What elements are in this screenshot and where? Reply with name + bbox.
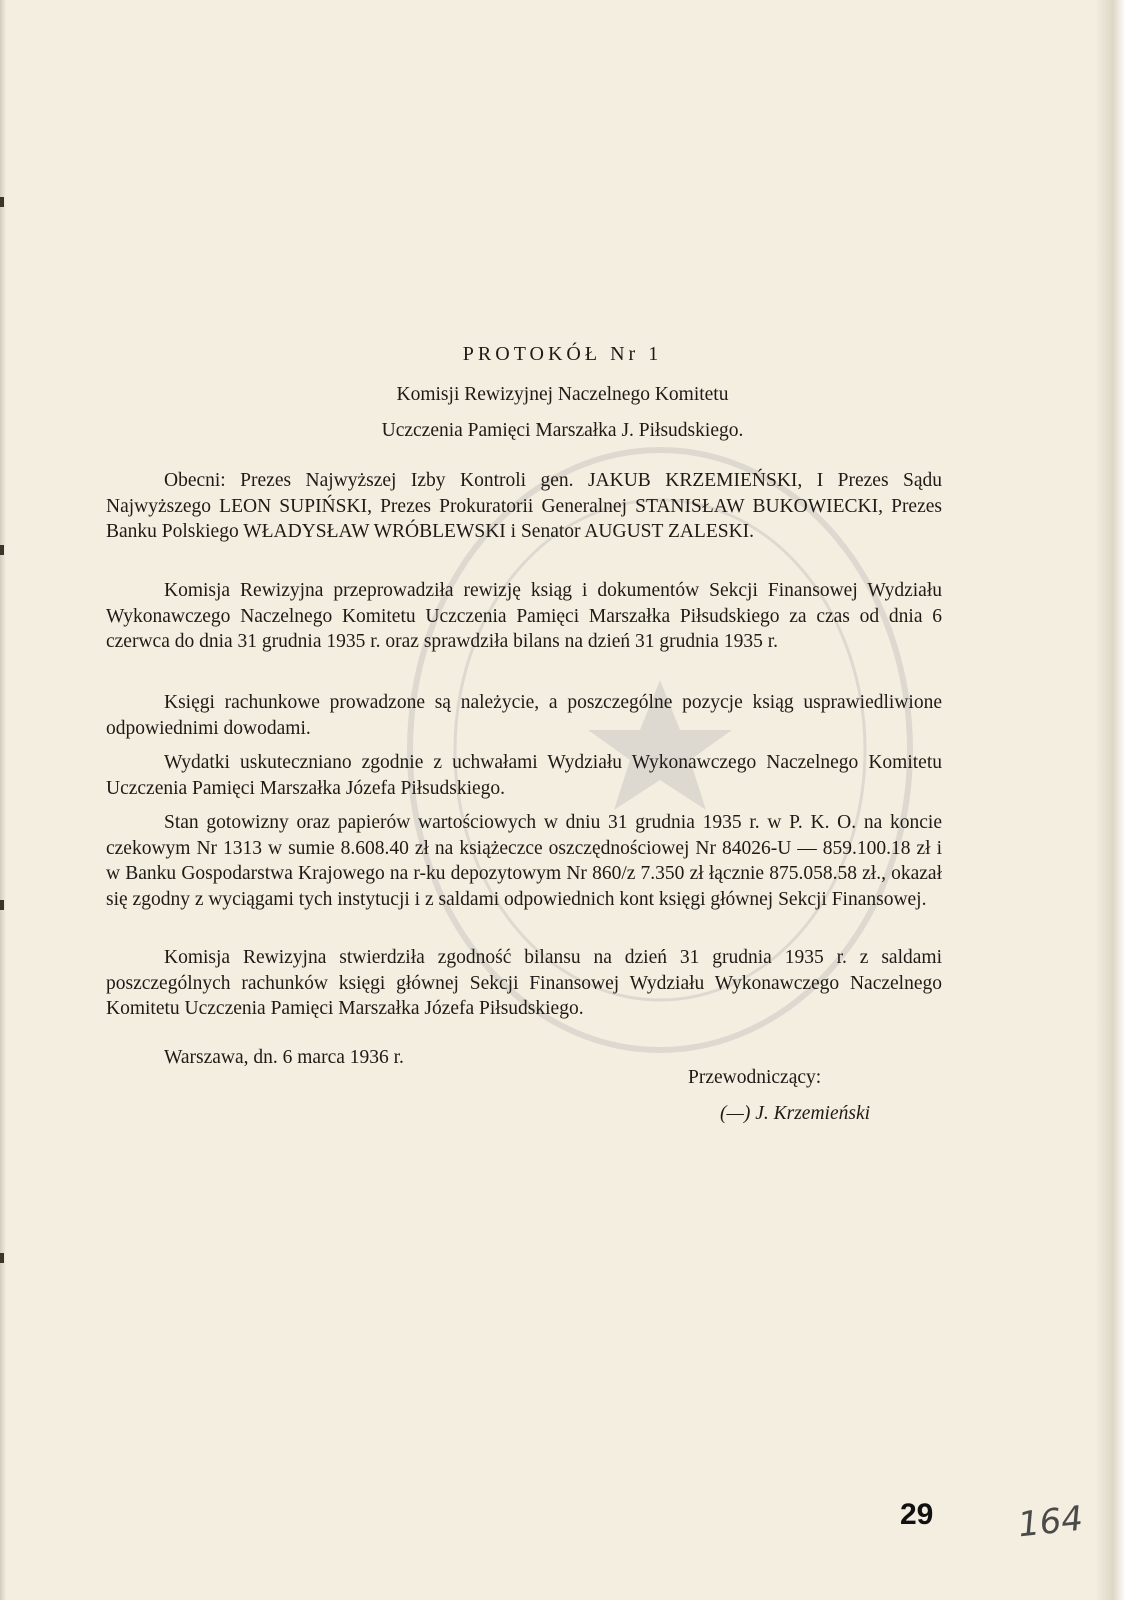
paragraph-balance-conformity: Komisja Rewizyjna stwierdziła zgodność bilansu na dzień 31 grudnia 1935 r. z saldami poszczególnych rachunków księgi głównej Sekcji Finansowej Wydziału Wykonawczego Naczelnego Komitetu Uczczenia Pamięci Marszałka Józefa Piłsudskiego. <box>106 947 942 1019</box>
page-edge-shadow-left <box>0 0 6 1600</box>
paragraph-books: Księgi rachunkowe prowadzone są należycie, a poszczególne pozycje ksiąg usprawiedliwione odpowiednimi dowodami. <box>106 692 942 739</box>
place-and-date: Warszawa, dn. 6 marca 1936 r. <box>164 1047 404 1068</box>
page-number: 29 <box>900 1498 934 1531</box>
edge-mark <box>0 900 4 910</box>
chairman-label: Przewodniczący: <box>688 1067 822 1088</box>
edge-mark <box>0 1253 4 1263</box>
page-edge-shadow-right <box>1095 0 1125 1600</box>
paragraph-cash-state: Stan gotowizny oraz papierów wartościowych w dniu 31 grudnia 1935 r. w P. K. O. na koncie czekowym Nr 1313 w sumie 8.608.40 zł na książeczce oszczędnościowej Nr 84026-U — 859.100.18 zł i w Banku Gospodarstwa Krajowego na r-ku depozytowym Nr 860/z 7.350 zł łącznie 875.058.58 zł., okazał się zgodny z wyciągami tych instytucji i z saldami odpowiednich kont księgi głównej Sekcji Finansowej. <box>106 812 942 910</box>
handwritten-archive-number: 164 <box>1016 1498 1085 1546</box>
edge-mark <box>0 197 4 207</box>
edge-mark <box>0 545 4 555</box>
paragraph-expenses: Wydatki uskuteczniano zgodnie z uchwałami Wydziału Wykonawczego Naczelnego Komitetu Uczczenia Pamięci Marszałka Józefa Piłsudskiego. <box>106 752 942 799</box>
document-subtitle-line-1: Komisji Rewizyjnej Naczelnego Komitetu <box>396 384 729 405</box>
document-title: PROTOKÓŁ Nr 1 <box>462 343 663 365</box>
paragraph-audit-scope: Komisja Rewizyjna przeprowadziła rewizję ksiąg i dokumentów Sekcji Finansowej Wydziału Wykonawczego Naczelnego Komitetu Uczczenia Pamięci Marszałka Piłsudskiego za czas od dnia 6 czerwca do dnia 31 grudnia 1935 r. oraz sprawdziła bilans na dzień 31 grudnia 1935 r. <box>106 580 942 652</box>
paragraph-attendees: Obecni: Prezes Najwyższej Izby Kontroli gen. JAKUB KRZEMIEŃSKI, I Prezes Sądu Najwyższego LEON SUPIŃSKI, Prezes Prokuratorii Generalnej STANISŁAW BUKOWIECKI, Prezes Banku Polskiego WŁADYSŁAW WRÓBLEWSKI i Senator AUGUST ZALESKI. <box>106 470 942 542</box>
chairman-signature: (—) J. Krzemieński <box>720 1103 871 1124</box>
document-subtitle-line-2: Uczczenia Pamięci Marszałka J. Piłsudskiego. <box>381 420 744 441</box>
